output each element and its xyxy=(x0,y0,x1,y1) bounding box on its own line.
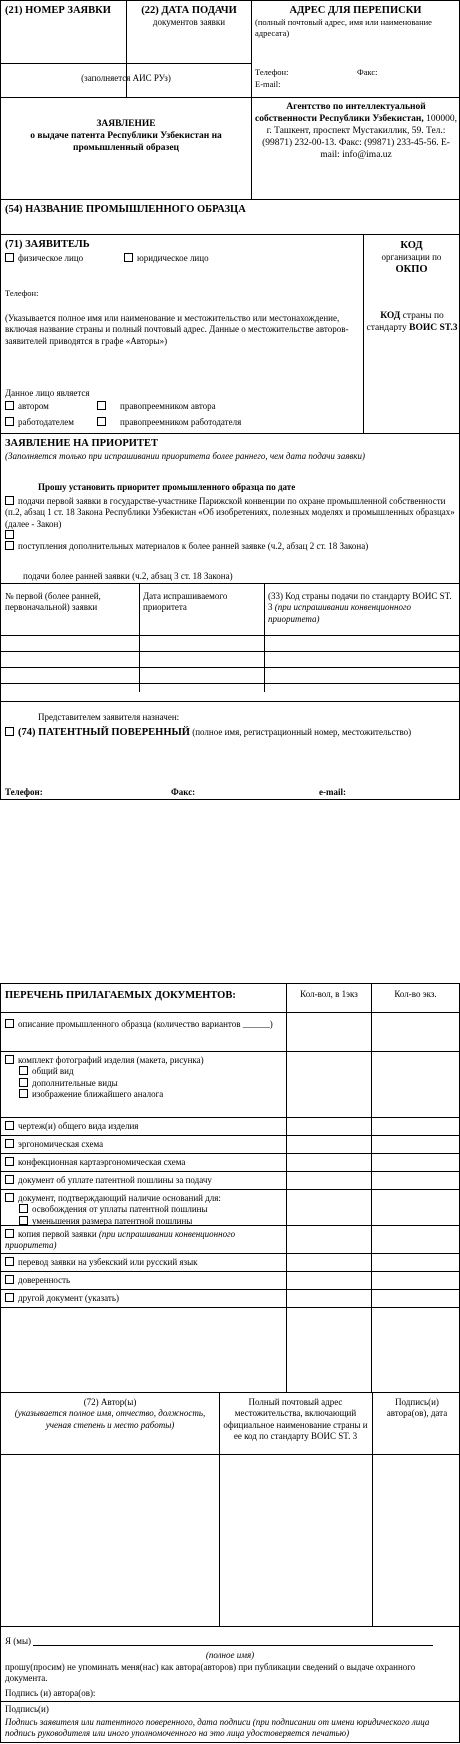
priority-option-3[interactable] xyxy=(23,571,233,582)
document-row-label xyxy=(5,1055,285,1100)
application-number-label: (21) НОМЕР ЗАЯВКИ xyxy=(5,5,111,16)
document-label: другой документ (указать) xyxy=(18,1293,119,1303)
applicant-label: (71) ЗАЯВИТЕЛЬ xyxy=(5,239,90,250)
document-label: копия первой заявки xyxy=(18,1229,97,1239)
role-label: Данное лицо является xyxy=(5,388,90,398)
document-row-label xyxy=(5,1257,285,1268)
document-row[interactable] xyxy=(1,1172,460,1190)
document-label-note: (при испрашивании конвенционного приоритета) xyxy=(5,1229,236,1251)
document-checkbox[interactable] xyxy=(5,1193,14,1202)
col-priority-date: Дата испрашиваемого приоритета xyxy=(143,591,228,613)
priority-table xyxy=(1,583,459,692)
document-subitem-checkbox[interactable] xyxy=(19,1216,28,1225)
document-subitem[interactable] xyxy=(19,1066,285,1077)
document-row[interactable] xyxy=(1,1254,460,1272)
address-tel: Телефон: xyxy=(255,67,289,77)
document-row-label xyxy=(5,1157,285,1168)
successor-author-checkbox[interactable] xyxy=(97,401,106,410)
table-row[interactable] xyxy=(1,651,459,652)
attorney-block[interactable] xyxy=(5,726,455,739)
ais-cell xyxy=(1,63,251,98)
priority-option-3-label: подачи более ранней заявки (ч.2, абзац 3 ст. 18 Закона) xyxy=(23,571,233,581)
document-row[interactable] xyxy=(1,1290,460,1308)
document-row[interactable] xyxy=(1,1190,460,1226)
priority-option-2[interactable] xyxy=(5,541,435,552)
country-code-block xyxy=(366,311,458,335)
filing-date-sub: документов заявки xyxy=(152,17,226,28)
applicant-note: (Указывается полное имя или наименование и местожительство или местонахождение, включая название страны и полный почтовый адрес. Данные о местожительстве авторов-заявителей приводятся в графе «Авторы») xyxy=(5,313,349,346)
fullname-hint: (полное имя) xyxy=(205,1650,255,1660)
col-copies: Кол-во экз. xyxy=(394,989,437,999)
address-col: Полный почтовый адрес местожительства, включающий официальное наименование страны и ее код по стандарту ВОИС ST. 3 xyxy=(223,1397,368,1441)
attorney-checkbox[interactable] xyxy=(5,727,14,736)
document-subitem-checkbox[interactable] xyxy=(19,1078,28,1087)
document-row-label xyxy=(5,1175,285,1186)
role-successor-employer[interactable] xyxy=(97,417,241,428)
document-checkbox[interactable] xyxy=(5,1139,14,1148)
attorney-label: (74) ПАТЕНТНЫЙ ПОВЕРЕННЫЙ xyxy=(18,727,190,738)
representative-line: Представителем заявителя назначен: xyxy=(38,712,180,722)
document-label: конфекционная картаэргономическая схема xyxy=(18,1157,186,1167)
address-email: E-mail: xyxy=(255,79,281,89)
document-subitem[interactable] xyxy=(19,1089,285,1100)
document-subitem-label: изображение ближайшего аналога xyxy=(32,1088,164,1099)
okpo-org-label: организации по xyxy=(381,252,442,263)
priority-1b-checkbox[interactable] xyxy=(5,530,14,539)
filing-date-block xyxy=(127,4,251,28)
document-checkbox[interactable] xyxy=(5,1293,14,1302)
okpo-label: ОКПО xyxy=(395,264,428,276)
successor-employer-checkbox[interactable] xyxy=(97,417,106,426)
document-label: описание промышленного образца (количество вариантов ______) xyxy=(18,1019,273,1029)
correspondence-address[interactable] xyxy=(252,1,459,98)
document-row[interactable] xyxy=(1,1226,460,1254)
priority-option-1b-checkbox[interactable] xyxy=(5,530,18,541)
document-row-label xyxy=(5,1139,285,1150)
document-subitem-checkbox[interactable] xyxy=(19,1066,28,1075)
document-row-label xyxy=(5,1121,285,1132)
legal-checkbox[interactable] xyxy=(124,253,133,262)
role-successor-author[interactable] xyxy=(97,401,216,412)
employer-label: работодателем xyxy=(18,417,74,427)
document-row-label xyxy=(5,1293,285,1304)
application-subtitle: о выдаче патента Республики Узбекистан на промышленный образец xyxy=(30,130,222,153)
address-title: АДРЕС ДЛЯ ПЕРЕПИСКИ xyxy=(289,5,422,16)
agency-address xyxy=(255,102,457,161)
document-subitem-label: общий вид xyxy=(32,1066,74,1077)
legal-label: юридическое лицо xyxy=(137,253,209,263)
table-row[interactable] xyxy=(1,683,459,684)
successor-employer-label: правопреемником работодателя xyxy=(120,417,242,427)
document-row[interactable] xyxy=(1,1118,460,1136)
design-title-field[interactable] xyxy=(1,234,459,235)
document-row-label xyxy=(5,1193,285,1227)
author-label: автором xyxy=(18,401,49,411)
legal-checkbox-row[interactable] xyxy=(124,253,209,264)
document-subitem-label: дополнительные виды xyxy=(32,1077,118,1088)
country-code-text: страны по стандарту xyxy=(366,311,444,333)
table-row[interactable] xyxy=(1,667,459,668)
document-label: документ об уплате патентной пошлины за подачу xyxy=(18,1175,212,1185)
document-row-label xyxy=(5,1229,285,1252)
signature-col: Подпись(и) автора(ов), дата xyxy=(386,1397,448,1419)
document-checkbox[interactable] xyxy=(5,1229,14,1238)
document-subitem-checkbox[interactable] xyxy=(19,1089,28,1098)
document-subitem-label: освобождения от уплаты патентной пошлины xyxy=(32,1204,208,1215)
design-title-label: (54) НАЗВАНИЕ ПРОМЫШЛЕННОГО ОБРАЗЦА xyxy=(5,204,246,215)
application-title: ЗАЯВЛЕНИЕ xyxy=(96,119,156,129)
document-subitem-checkbox[interactable] xyxy=(19,1204,28,1213)
agency-name: Агентство по интеллектуальной собственности Республики Узбекистан, xyxy=(255,102,426,124)
col-first-application: № первой (более ранней, первоначальной) заявки xyxy=(5,591,101,613)
document-subitem[interactable] xyxy=(19,1204,285,1215)
iwe-line[interactable] xyxy=(5,1636,455,1647)
attorney-note: (полное имя, регистрационный номер, местожительство) xyxy=(189,727,412,737)
priority-request: Прошу установить приоритет промышленного образца по дате xyxy=(38,482,296,492)
employer-checkbox[interactable] xyxy=(5,417,14,426)
no-mention-request: прошу(просим) не упоминать меня(нас) как автора(авторов) при публикации сведений о выдаче охранного документа. xyxy=(5,1662,416,1684)
document-label: эргономическая схема xyxy=(18,1139,104,1149)
person-checkbox-row[interactable] xyxy=(5,253,83,264)
col-country-code: (33) Код страны подачи по стандарту ВОИС ST. 3 (при испрашивании конвенционного приоритета) xyxy=(268,591,452,624)
document-label: доверенность xyxy=(18,1275,71,1285)
document-row[interactable] xyxy=(1,1052,460,1118)
document-label: комплект фотографий изделия (макета, рисунка) xyxy=(18,1055,204,1065)
document-checkbox[interactable] xyxy=(5,1019,14,1028)
signature-label: Подпись(и) xyxy=(5,1704,49,1714)
person-checkbox[interactable] xyxy=(5,253,14,262)
document-subitem-label: уменьшения размера патентной пошлины xyxy=(32,1215,193,1226)
agency-details: 100000, г. Ташкент, проспект Мустакиллик, 59. Тел.: (99871) 232-00-13. Факс: (99871) 233-45-56. E-mail: info@ima.uz xyxy=(262,113,457,160)
document-checkbox[interactable] xyxy=(5,1157,14,1166)
okpo-code-block xyxy=(364,239,459,277)
address-sub: (полный почтовый адрес, имя или наименование адресата) xyxy=(255,17,432,38)
authors-label: (72) Автор(ы) xyxy=(83,1397,137,1407)
header-left xyxy=(1,1,251,98)
document-row-label xyxy=(5,1019,285,1030)
document-row[interactable] xyxy=(1,1272,460,1290)
document-label: документ, подтверждающий наличие оснований для: xyxy=(18,1193,221,1203)
priority-2-checkbox[interactable] xyxy=(5,541,14,550)
authors-table-body[interactable] xyxy=(1,1454,459,1455)
document-checkbox[interactable] xyxy=(5,1175,14,1184)
form-page-2 xyxy=(0,983,460,1743)
authors-note: (указывается полное имя, отчество, должность, ученая степень и место работы) xyxy=(14,1408,206,1430)
document-subitem[interactable] xyxy=(19,1078,285,1089)
okpo-code-title: КОД xyxy=(400,240,423,251)
col-sheets: Кол-вол, в 1экз xyxy=(300,989,358,999)
document-label: перевод заявки на узбекский или русский язык xyxy=(18,1257,198,1267)
priority-1-checkbox[interactable] xyxy=(5,496,14,505)
priority-note: (Заполняется только при испрашивании приоритета более раннего, чем дата подачи заявки) xyxy=(5,451,365,461)
attorney-phone: Телефон: xyxy=(5,787,43,797)
table-row[interactable] xyxy=(1,635,459,636)
country-code-std: ВОИС ST.3 xyxy=(409,322,458,333)
document-checkbox[interactable] xyxy=(5,1257,14,1266)
application-title-block xyxy=(5,119,247,155)
attorney-fax: Факс: xyxy=(171,787,196,797)
attorney-email: e-mail: xyxy=(319,787,346,797)
address-fax: Факс: xyxy=(357,67,378,77)
person-label: физическое лицо xyxy=(18,253,84,263)
authors-signature: Подпись (и) автора(ов): xyxy=(5,1688,96,1698)
form-page-1 xyxy=(0,0,460,800)
document-row[interactable] xyxy=(1,1154,460,1172)
document-row[interactable] xyxy=(1,1016,460,1052)
country-code-bold: КОД xyxy=(380,311,401,321)
document-checkbox[interactable] xyxy=(5,1055,14,1064)
iwe-label: Я (мы) xyxy=(5,1636,31,1646)
document-row-label xyxy=(5,1275,285,1286)
document-checkbox[interactable] xyxy=(5,1121,14,1130)
document-checkbox[interactable] xyxy=(5,1275,14,1284)
priority-option-2-label: поступления дополнительных материалов к более ранней заявке (ч.2, абзац 2 ст. 18 Закона) xyxy=(18,541,369,551)
role-employer[interactable] xyxy=(5,417,74,428)
filing-date-label: (22) ДАТА ПОДАЧИ xyxy=(141,5,237,16)
ais-note: (заполняется АИС РУз) xyxy=(81,73,171,83)
priority-option-1-label: подачи первой заявки в государстве-участнике Парижской конвенции по охране промышленной собственности (п.2, абзац 1 ст. 18 Закона Республики Узбекистан «Об изобретениях, полезных моделях и промышленных образцах» (далее - Закон) xyxy=(5,496,455,529)
authors-col xyxy=(5,1397,215,1431)
priority-option-1[interactable] xyxy=(5,496,455,530)
role-author[interactable] xyxy=(5,401,49,412)
author-checkbox[interactable] xyxy=(5,401,14,410)
applicant-tel: Телефон: xyxy=(5,288,39,298)
priority-title: ЗАЯВЛЕНИЕ НА ПРИОРИТЕТ xyxy=(5,438,158,449)
signature-note: Подпись заявителя или патентного поверенного, дата подписи (при подписании от имени юридического лица подпись руководителя или иного уполномоченного на это лица удостоверяется печатью) xyxy=(5,1717,430,1739)
documents-list-title: ПЕРЕЧЕНЬ ПРИЛАГАЕМЫХ ДОКУМЕНТОВ: xyxy=(5,990,236,1001)
successor-author-label: правопреемником автора xyxy=(120,401,216,411)
document-row[interactable] xyxy=(1,1136,460,1154)
document-label: чертеж(и) общего вида изделия xyxy=(18,1121,139,1131)
